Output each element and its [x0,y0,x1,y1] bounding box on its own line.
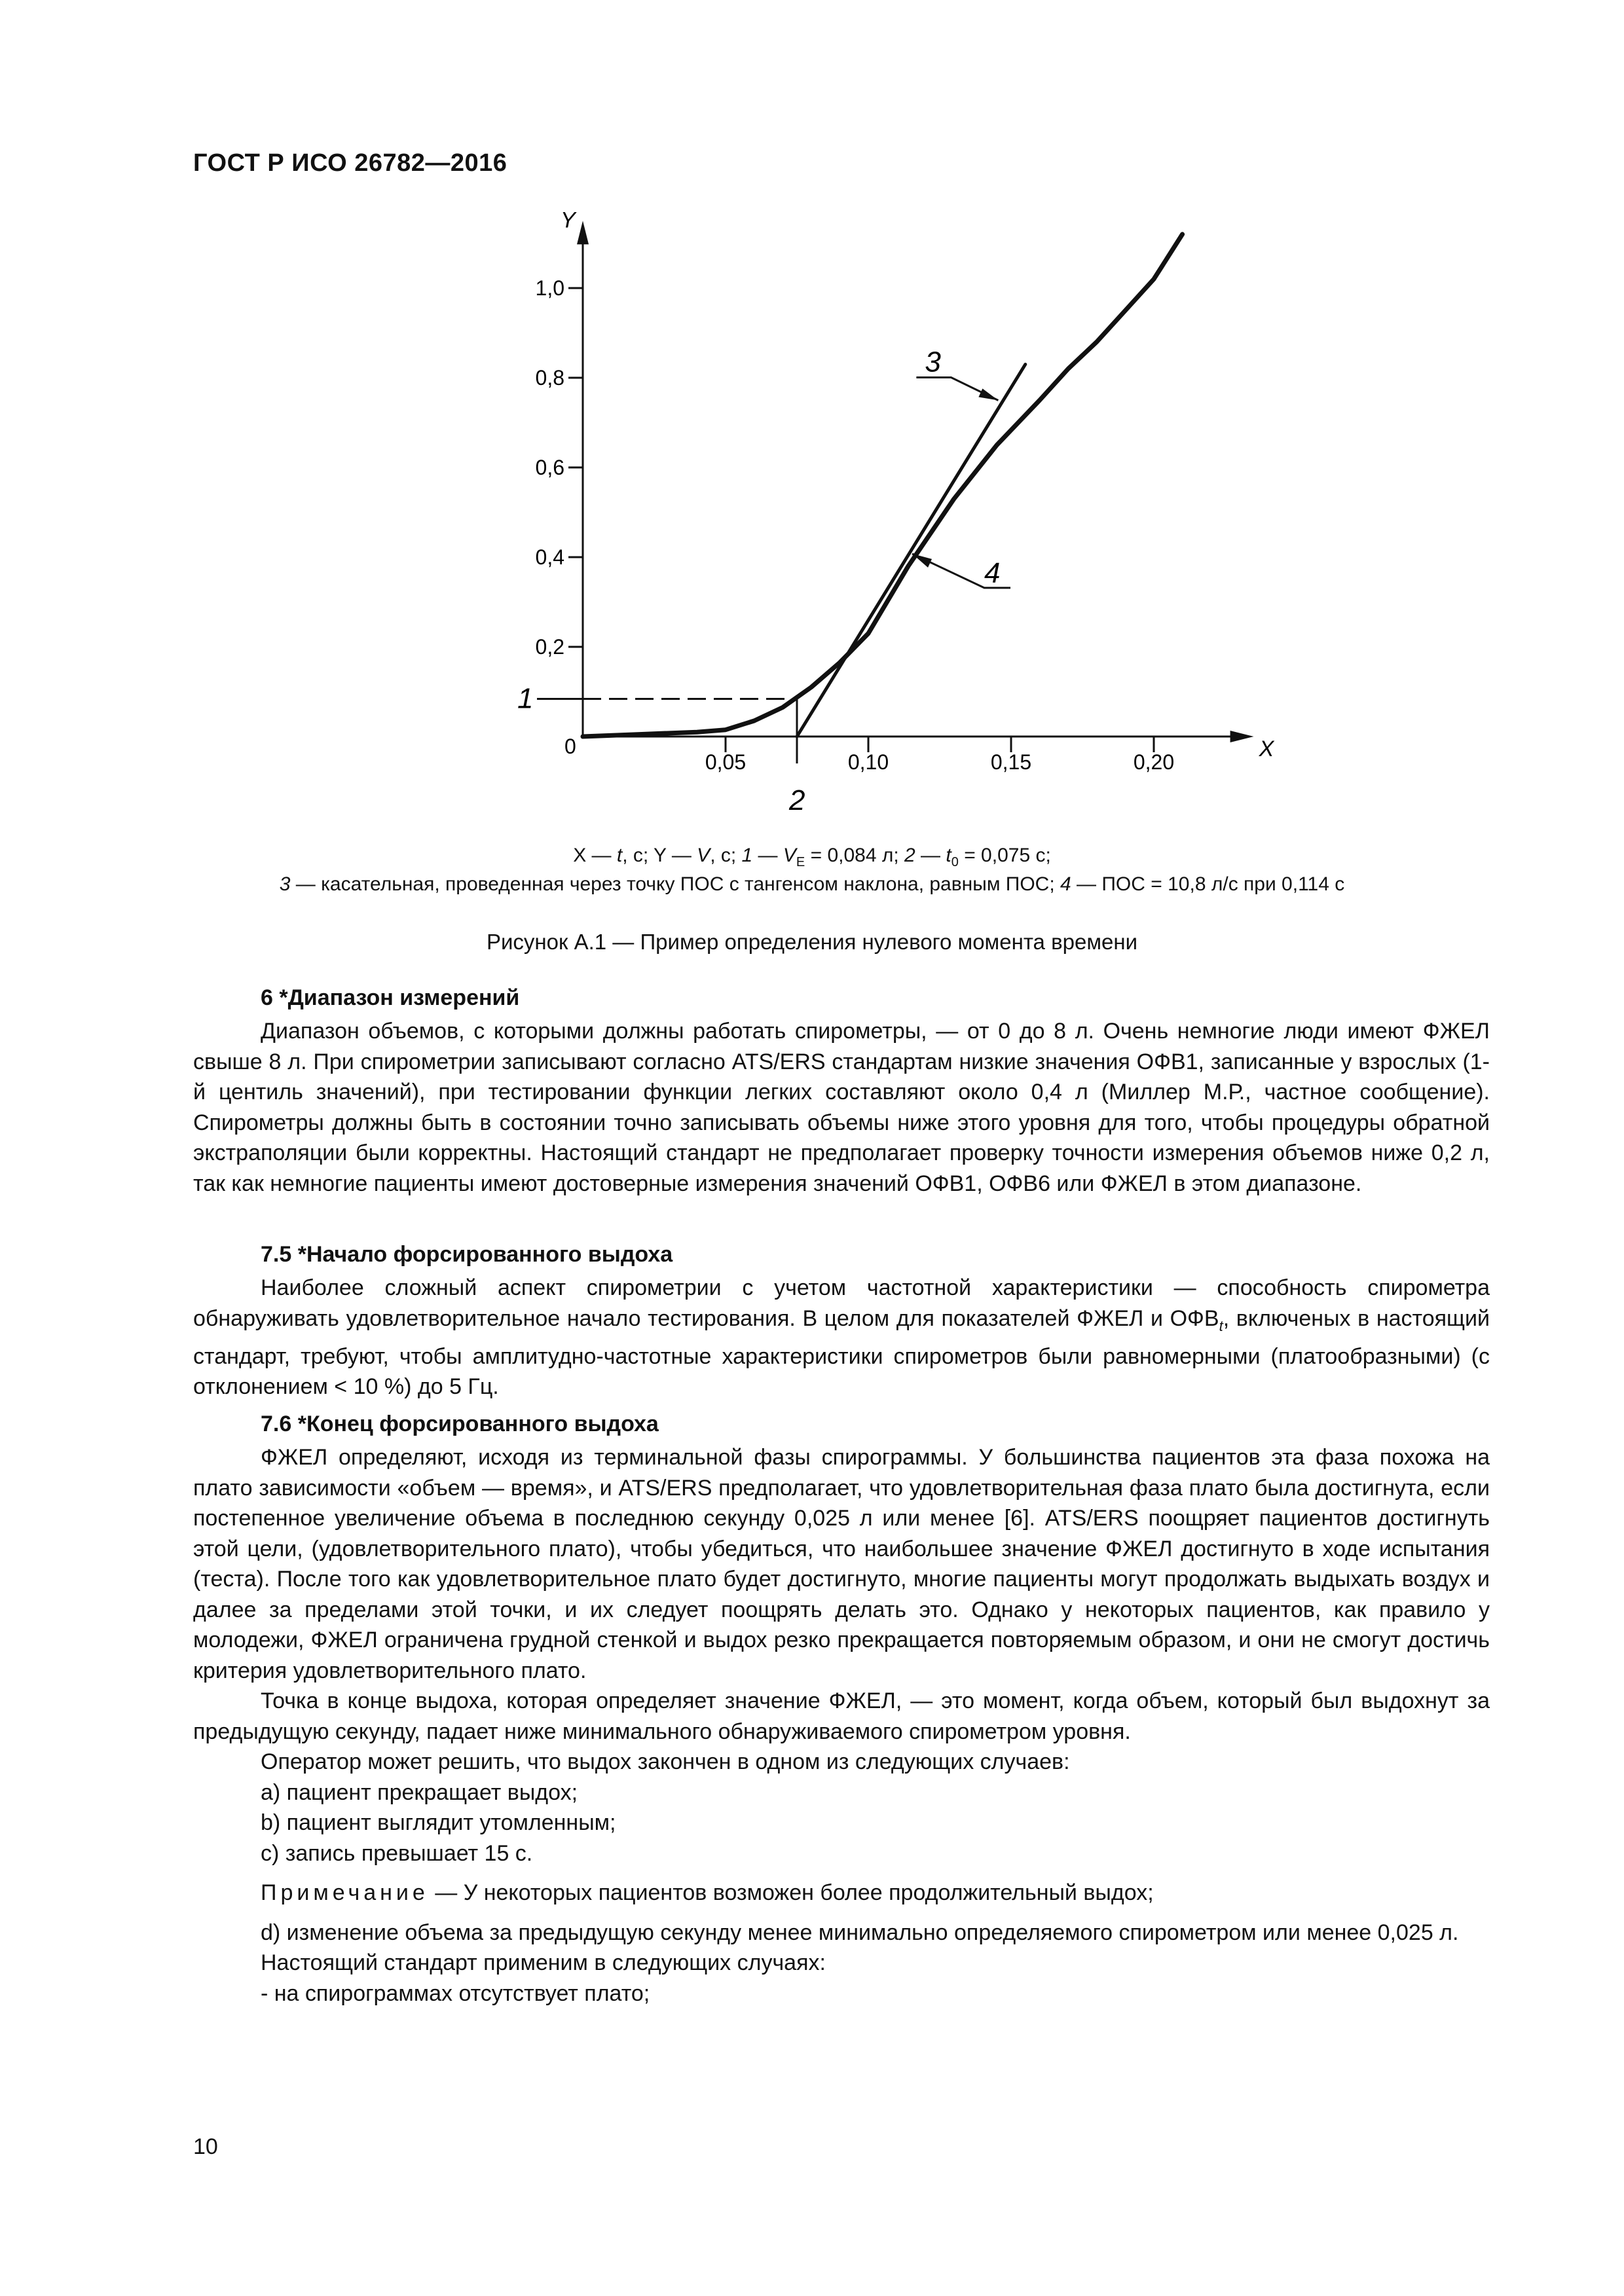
figure-caption-legend-1: X — t, c; Y — V, c; 1 — $V_E = 0,084$ л; 2 — $t_0 = 0,075$ с; [573,845,1051,869]
list-item-d: d) изменение объема за предыдущую секунду менее минимально определяемого спирометром или менее 0,025 л. [261,1920,1459,1945]
x-tick-label: 0,10 [847,750,889,774]
chart-axes [561,208,1275,761]
y-tick-label: 0,8 [535,366,564,390]
x-axis-arrowhead [1230,731,1254,742]
section-6-paragraph: Диапазон объемов, с которыми должны работать спирометры, — от 0 до 8 л. Очень немногие люди имеют ФЖЕЛ свыше 8 л. При спирометрии записывают согласно ATS/ERS стандартам низкие значения ОФВ1, записанные у взрослых (1-й центиль значений), при тестировании функции легких составляют около 0,4 л (Миллер М.Р., частное сообщение). Спирометры должны быть в состоянии точно записывать объемы ниже этого уровня для того, чтобы процедуры обратной экстраполяции были корректны. Настоящий стандарт не предполагает проверку точности измерения объемов ниже 0,2 л, так как немногие пациенты имеют достоверные измерения значений ОФВ1, ОФВ6 или ФЖЕЛ в этом диапазоне. [193,1019,1490,1196]
note [261,1878,1490,1908]
note-text: — У некоторых пациентов возможен более продолжительный выдох; [428,1880,1154,1905]
chart-ticks [536,276,1175,774]
y-axis-label: Y [561,208,576,233]
section-7-6-paragraph-1: ФЖЕЛ определяют, исходя из терминальной фазы спирограммы. У большинства пациентов эта фаза похожа на плато зависимости «объем — время», и ATS/ERS предполагает, что удовлетворительная фаза плато была достигнута, если постепенное увеличение объема в последнюю секунду 0,025 л или менее [6]. ATS/ERS поощряет пациентов достигнуть этой цели, (удовлетворительного плато), чтобы убедиться, что наибольшее значение ФЖЕЛ достигнуто в ходе испытания (теста). После того как удовлетворительное плато будет достигнуто, многие пациенты могут продолжать выдыхать воздух и далее за пределами этой точки, и их следует поощрять делать это. Однако у некоторых пациентов, как правило у молодежи, ФЖЕЛ ограничена грудной стенкой и выдох резко прекращается повторяемым образом, и они не смогут достичь критерия удовлетворительного плато. [193,1445,1490,1683]
section-7-6-paragraph-4: Настоящий стандарт применим в следующих случаях: [261,1950,826,1975]
annotation-1: 1 [517,682,534,715]
figure-a1-chart [0,0,1624,890]
annotation-2: 2 [789,784,805,816]
section-6-body [193,1016,1490,1199]
x-tick-label: 0,20 [1133,750,1175,774]
chart-annotations [517,346,1010,816]
section-7-6-paragraph-3: Оператор может решить, что выдох закончен в одном из следующих случаев: [261,1749,1070,1774]
section-7-6-body [193,1442,1490,2009]
y-tick-label: 1,0 [535,276,564,300]
note-label: Примечание [261,1880,429,1905]
x-axis-label: X [1259,737,1274,761]
y-axis-arrowhead [577,221,589,244]
annotation-3-arrowhead [978,389,998,401]
annotation-4: 4 [984,556,1001,589]
y-tick-label: 0,6 [535,456,564,479]
list-item-b: b) пациент выглядит утомленным; [261,1810,616,1835]
dash-item-1: - на спирограммах отсутствует плато; [261,1980,650,2006]
x-tick-label: 0,05 [705,750,747,774]
document-code-header: ГОСТ Р ИСО 26782—2016 [193,149,507,177]
section-7-5-paragraph: Наиболее сложный аспект спирометрии с учетом частотной характеристики — способность спирометра обнаруживать удовлетворительное начало тестирования. В целом для показателей ФЖЕЛ и $ОФВ_t$, включеных в настоящий стандарт, требуют, чтобы амплитудно-частотные характеристики спирометров были равномерными (платообразными) (с отклонением < 10 %) до 5 Гц. [193,1275,1490,1400]
x-tick-label: 0,15 [990,750,1032,774]
section-7-6-heading: 7.6 *Конец форсированного выдоха [261,1412,659,1436]
section-7-5-body [193,1273,1490,1402]
page-number: 10 [193,2134,218,2159]
spirogram-curve [583,234,1183,737]
section-6-heading: 6 *Диапазон измерений [261,985,520,1010]
figure-title: Рисунок А.1 — Пример определения нулевого момента времени [486,930,1138,954]
list-item-a: a) пациент прекращает выдох; [261,1779,578,1805]
chart-series [583,234,1183,737]
annotation-4-arrowhead [912,554,932,568]
figure-caption-legend-2: 3 — касательная, проведенная через точку ПОС с тангенсом наклона, равным ПОС; 4 — ПОС = 10,8 л/с при 0,114 с [279,873,1345,895]
section-7-5-heading: 7.5 *Начало форсированного выдоха [261,1242,673,1267]
section-7-6-paragraph-2: Точка в конце выдоха, которая определяет значение ФЖЕЛ, — это момент, когда объем, который был выдохнут за предыдущую секунду, падает ниже минимального обнаруживаемого спирометром уровня. [193,1688,1490,1744]
tangent-line [797,365,1025,737]
annotation-3: 3 [925,346,941,378]
y-tick-label: 0,4 [535,545,564,569]
y-tick-label: 0,2 [535,635,564,659]
list-item-c: c) запись превышает 15 с. [261,1840,533,1866]
origin-label: 0 [564,735,576,758]
